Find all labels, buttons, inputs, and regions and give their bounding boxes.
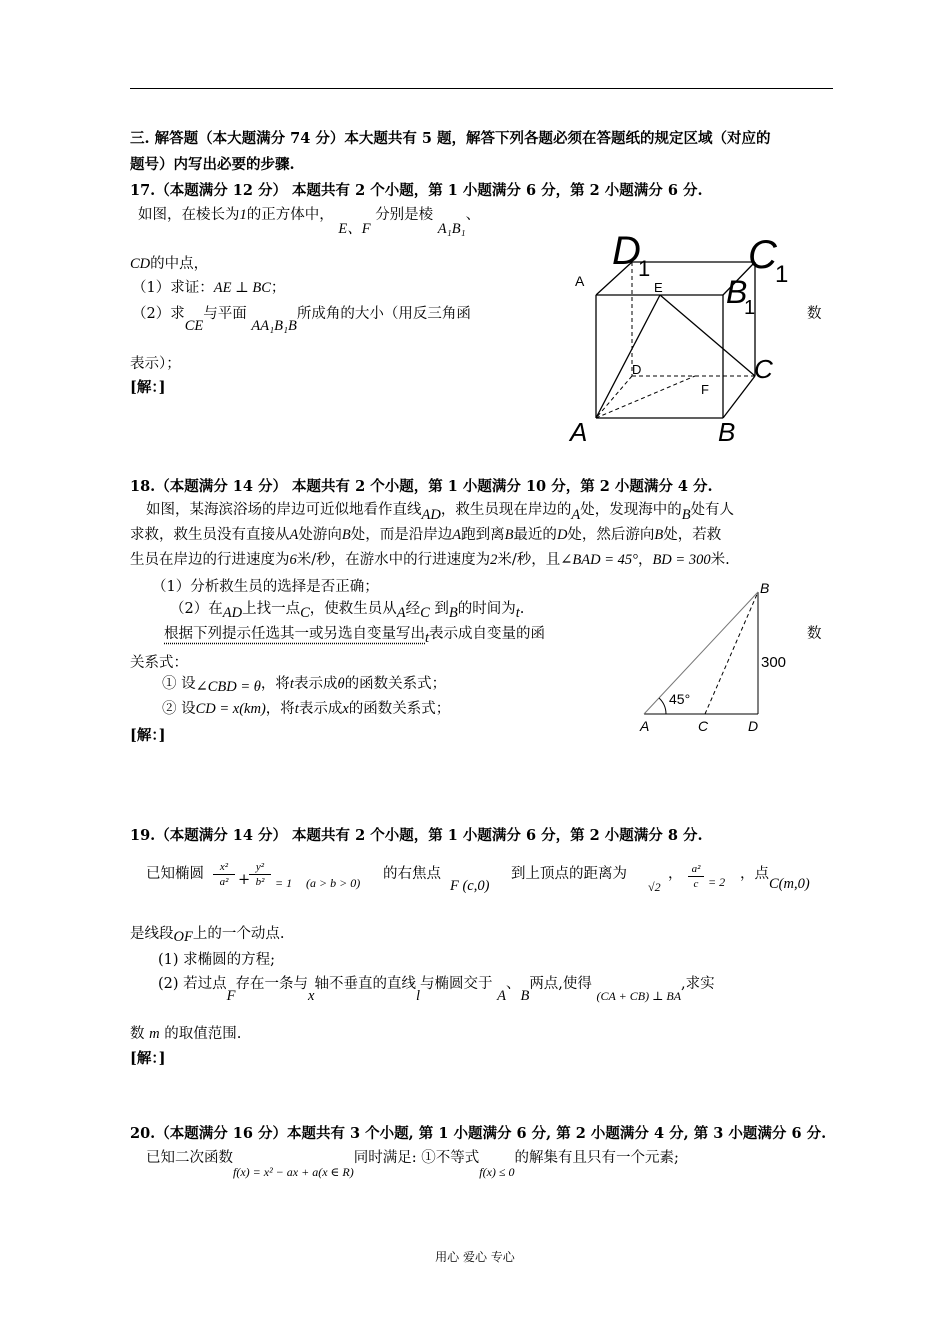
segment-ae [596, 295, 660, 418]
q20-text: 已知二次函数$_{f(x) = x^2 - ax + a(x \in R)}$同时满足: ①不等式$_{f(x) \le 0}$的解集有且只有一个元素; [146, 1150, 679, 1179]
q19-condition: (a > b > 0) [306, 876, 361, 890]
label-d1: D [612, 229, 641, 273]
q19-plus: + [238, 872, 251, 888]
q17-midpoint-line: CD的中点， [130, 256, 209, 272]
segment-ab [644, 592, 758, 714]
q18-sub1: （1）分析救生员的选择是否正确； [152, 579, 379, 595]
label-b1: B [726, 274, 748, 310]
top-rule [130, 88, 833, 89]
label-300: 300 [761, 654, 787, 671]
label-d1-sub: 1 [638, 256, 651, 281]
angle-arc [659, 698, 666, 714]
section-heading-line1: 三. 解答题（本大题满分 74 分）本大题共有 5 题，解答下列各题必须在答题纸的规定区域（对应的 [130, 130, 771, 147]
q19-segment-line: 是线段OF上的一个动点. [130, 926, 285, 945]
label-a: A [570, 417, 588, 447]
q18-sub3: 根据下列提示任选其一或另选自变量写出t表示成自变量的函 [164, 626, 546, 646]
label-d: D [748, 718, 759, 734]
q19-comma: ， [668, 866, 683, 882]
q17-part2-end: 表示）； [130, 356, 181, 372]
label-b1-sub: 1 [744, 297, 756, 319]
q18-sub3-end: 关系式： [130, 655, 188, 671]
q20-heading: 20.（本题满分 16 分）本题共有 3 个小题, 第 1 小题满分 6 分, 第 2 小题满分 4 分, 第 3 小题满分 6 分. [130, 1125, 827, 1142]
q18-para-line1: 如图，某海滨浴场的岸边可近似地看作直线AD，救生员现在岸边的A处，发现海中的B处有人 [146, 502, 735, 523]
q19-ellipse-text: 已知椭圆 [146, 866, 204, 882]
q19-heading: 19.（本题满分 14 分） 本题共有 2 个小题，第 1 小题满分 6 分，第 2 小题满分 8 分. [130, 827, 703, 844]
q18-option1: ① 设∠CBD = θ，将t表示成θ的函数关系式； [162, 676, 447, 695]
label-c: C [754, 354, 773, 384]
cube-figure [560, 220, 800, 450]
label-c: C [698, 718, 709, 734]
label-45: 45° [669, 691, 691, 707]
page-footer: 用心 爱心 专心 [435, 1250, 515, 1264]
q18-heading: 18.（本题满分 14 分） 本题共有 2 个小题，第 1 小题满分 10 分，第 2 小题满分 4 分. [130, 478, 713, 495]
q18-answer-label: [解：] [130, 727, 166, 744]
q18-sub2: （2）在AD上找一点C，使救生员从A经C 到B的时间为t. [170, 601, 525, 621]
section-heading-line2: 题号）内写出必要的步骤. [130, 156, 295, 173]
label-d: D [632, 362, 642, 377]
q17-part2: （2）求CE与平面 AA₁B₁B所成角的大小（用反三角函 [132, 306, 471, 334]
q18-para-line2: 求救，救生员没有直接从A处游向B处，而是沿岸边A跑到离B最近的D处，然后游向B处，若救 [130, 527, 722, 543]
q19-frac-y: y² b² [249, 860, 271, 889]
q18-sub3-tail: 数 [807, 626, 822, 642]
cube-edge [723, 376, 755, 418]
label-b: B [718, 417, 736, 447]
label-e: E [654, 280, 663, 295]
q18-option2: ② 设CD = x(km)，将t表示成x的函数关系式； [162, 701, 451, 717]
q19-focus: F (c,0) [450, 878, 490, 894]
label-a1: A [575, 273, 585, 289]
label-c1: C [748, 233, 777, 277]
q17-part2-tail: 数 [807, 306, 822, 322]
q17-part1: （1）求证：AE ⊥ BC； [132, 280, 286, 296]
q19-eq1: = 1 [275, 876, 293, 890]
q19-answer-label: [解：] [130, 1050, 166, 1067]
q19-a2c-eq: = 2 [708, 875, 726, 889]
q19-frac-x: x² a² [213, 860, 235, 889]
q18-para-line3: 生员在岸边的行进速度为6米/秒，在游水中的行进速度为2米/秒，且∠BAD = 45°，BD = 300米. [130, 552, 730, 568]
q19-sqrt2: √2 [648, 880, 661, 894]
segment-cb [705, 592, 758, 714]
q19-point-c: C(m,0) [769, 876, 810, 892]
q17-intro-line: 如图，在棱长为1的正方体中， E、F 分别是棱 A₁B₁、 [138, 207, 481, 237]
q19-sub1: (1) 求椭圆的方程; [158, 952, 276, 968]
q19-frac-a2c: a² c [688, 862, 704, 891]
q17-answer-label: [解：] [130, 379, 166, 396]
beach-figure [630, 578, 810, 743]
segment-af [596, 376, 695, 418]
q19-point-text: ，点 [740, 866, 769, 882]
q19-focus-text: 的右焦点 [383, 866, 441, 882]
label-f: F [701, 382, 709, 397]
q17-heading: 17.（本题满分 12 分） 本题共有 2 个小题，第 1 小题满分 6 分，第 2 小题满分 6 分. [130, 182, 703, 199]
label-b: B [760, 580, 770, 596]
label-a: A [640, 718, 650, 734]
q19-sub2: (2) 若过点F存在一条与x轴不垂直的直线l与椭圆交于 A、B两点,使得 $_{(CA + CB) \perp BA}$,求实 [158, 976, 715, 1004]
q19-sub2-end: 数 m 的取值范围. [130, 1026, 242, 1042]
label-c1-sub: 1 [775, 261, 789, 288]
q19-distance-text: 到上顶点的距离为 [511, 866, 627, 882]
